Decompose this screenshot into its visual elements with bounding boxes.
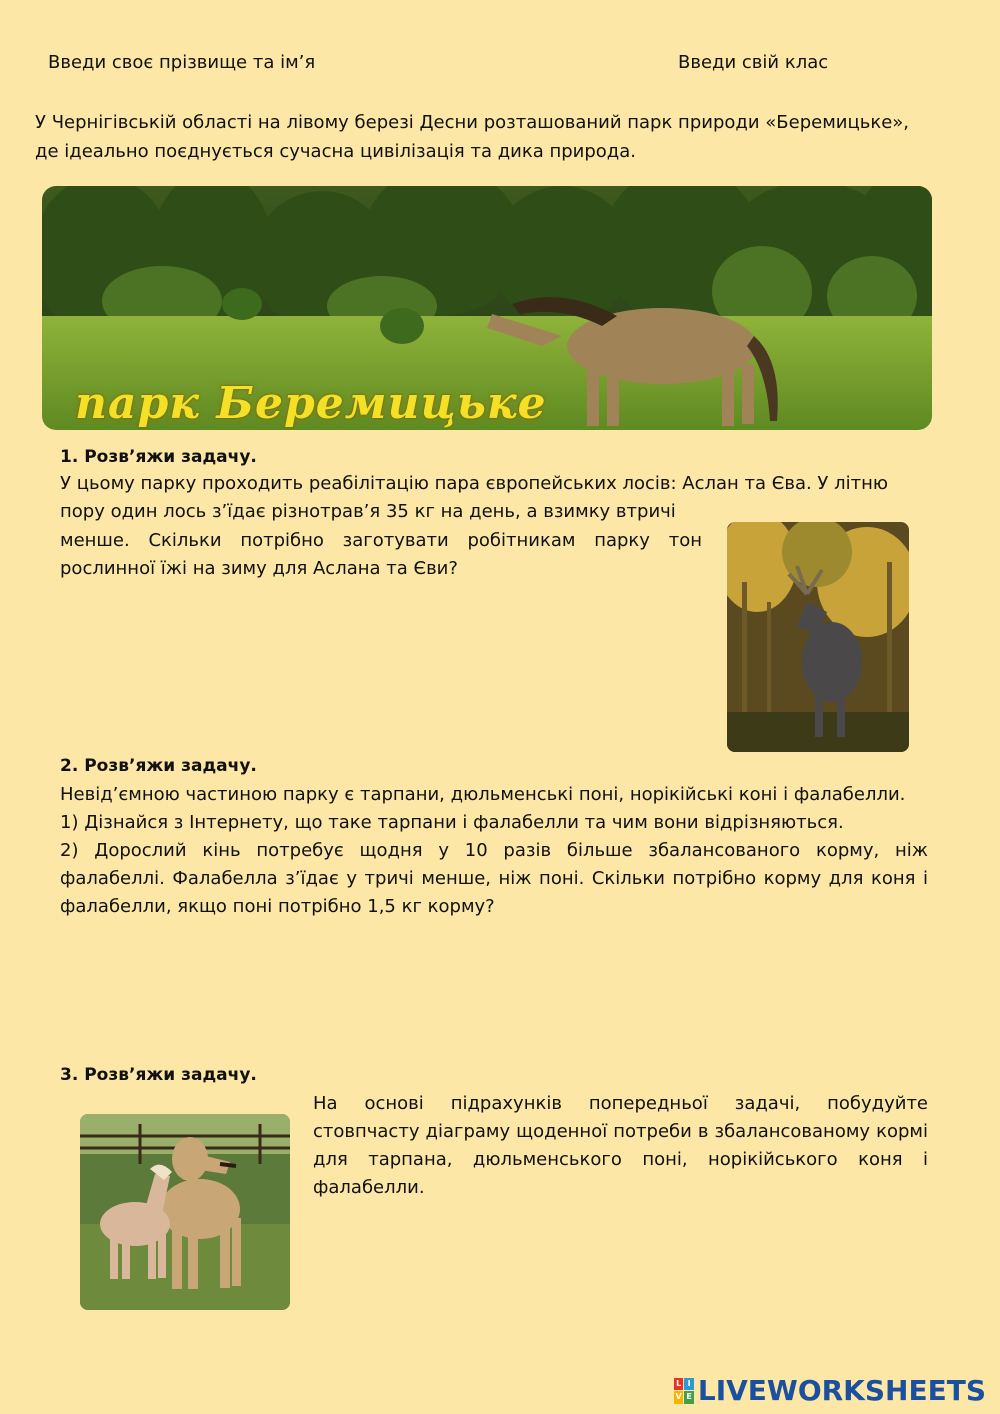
moose-photo: [727, 522, 909, 752]
badge-letter: E: [684, 1391, 694, 1404]
intro-line: де ідеально поєднується сучасна цивілізація та дика природа.: [35, 141, 636, 162]
task1-line: У цьому парку проходить реабілітацію пара європейських лосів: Аслан та Єва. У літню: [60, 473, 889, 494]
liveworksheets-badge-icon: [674, 1378, 694, 1404]
moose-image: [727, 522, 909, 752]
task1-line: пору один лось з’їдає різнотрав’я 35 кг на день, а взимку втричі: [60, 501, 676, 522]
task2-item2-number: 2): [60, 840, 79, 861]
task3-line: фалабелли.: [313, 1177, 425, 1198]
liveworksheets-logo: [674, 1374, 986, 1407]
class-field-label: Введи свій клас: [678, 52, 829, 73]
task1-line: рослинної їжі на зиму для Аслана та Єви?: [60, 558, 458, 579]
task1-title: 1. Розв’яжи задачу.: [60, 447, 257, 467]
badge-letter: I: [684, 1378, 694, 1391]
task2-line: Невід’ємною частиною парку є тарпани, дюльменські поні, норікійські коні і фалабелли.: [60, 784, 906, 805]
task2-item1-number: 1): [60, 812, 79, 833]
task2-title: 2. Розв’яжи задачу.: [60, 756, 257, 776]
name-field-label: Введи своє прізвище та ім’я: [48, 52, 316, 73]
task2-line: фалабеллі. Фалабелла з’їдає у тричі менше, ніж поні. Скільки потрібно корму для коня і: [60, 868, 928, 889]
intro-line: У Чернігівській області на лівому березі Десни розташований парк природи «Беремицьке»,: [35, 112, 910, 133]
task3-line: На основі підрахунків попередньої задачі, побудуйте: [313, 1093, 928, 1114]
task1-line: менше. Скільки потрібно заготувати робітникам парку тон: [60, 530, 702, 551]
badge-letter: L: [674, 1378, 684, 1391]
task2-line: фалабелли, якщо поні потрібно 1,5 кг корму?: [60, 896, 495, 917]
task3-line: стовпчасту діаграму щоденної потреби в збалансованому кормі: [313, 1121, 928, 1142]
pony-dog-image: [80, 1114, 290, 1310]
task2-item2-text: Дорослий кінь потребує щодня у 10 разів більше збалансованого корму, ніж: [94, 840, 928, 861]
park-banner-image: [42, 186, 932, 430]
pony-and-dog-photo: [80, 1114, 290, 1310]
liveworksheets-logo-text: LIVEWORKSHEETS: [697, 1374, 986, 1407]
badge-letter: V: [674, 1391, 684, 1404]
task3-line: для тарпана, дюльменського поні, норікійського коня і: [313, 1149, 928, 1170]
intro-text: [35, 108, 945, 166]
task2-item2: [60, 837, 928, 865]
task3-title: 3. Розв’яжи задачу.: [60, 1065, 257, 1085]
banner-caption: парк Беремицьке: [75, 378, 547, 429]
task2-item1-text: Дізнайся з Інтернету, що таке тарпани і фалабелли та чим вони відрізняються.: [84, 812, 844, 833]
task2-item1: [60, 809, 928, 837]
